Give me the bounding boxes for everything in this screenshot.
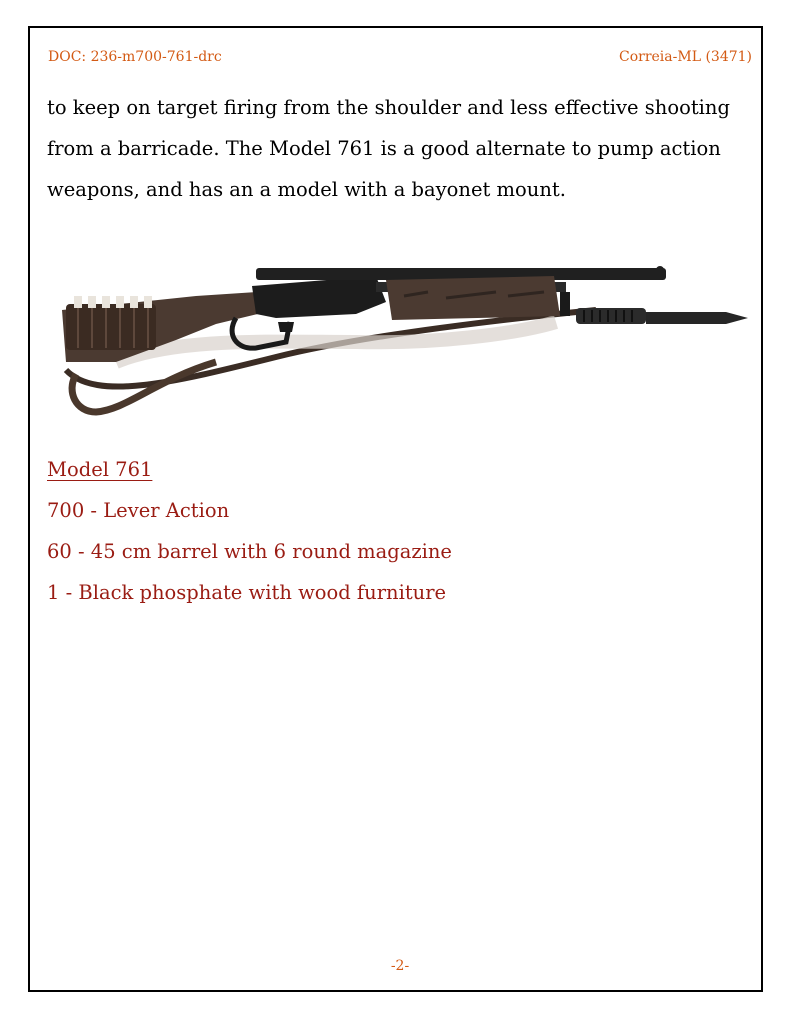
author-code: Correia-ML (3471) bbox=[619, 49, 752, 65]
body-paragraph: to keep on target firing from the shoulder and less effective shooting from a barricade. The Model 761 is a good alternate to pump action weapons, and has an a model with a bayonet mount. bbox=[47, 96, 730, 201]
rifle-image bbox=[56, 262, 752, 424]
page-number: -2- bbox=[390, 958, 410, 974]
spec-item-action: 700 - Lever Action bbox=[47, 499, 230, 522]
spec-item-barrel: 60 - 45 cm barrel with 6 round magazine bbox=[47, 540, 452, 563]
spec-item-finish: 1 - Black phosphate with wood furniture bbox=[47, 581, 447, 604]
spec-list bbox=[47, 449, 452, 613]
spec-title: Model 761 bbox=[47, 458, 153, 481]
document-id: DOC: 236-m700-761-drc bbox=[48, 49, 222, 65]
